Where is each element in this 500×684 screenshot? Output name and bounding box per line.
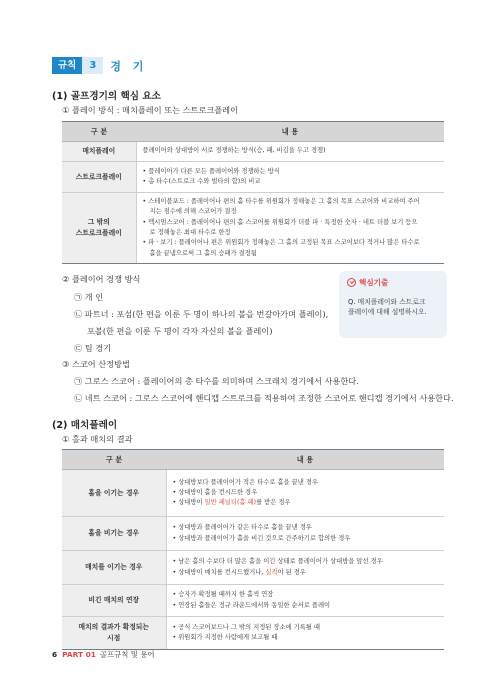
section-badge [52, 57, 147, 74]
highlight-text: 실격 [265, 568, 278, 576]
note-title: 핵심기출 [359, 278, 389, 287]
note-line: Q. 매치플레이와 스트로크 [348, 298, 426, 306]
content-line: • 남은 홀의 수보다 더 많은 홀을 이긴 상태로 플레이어가 상대방을 앞선 경우 [172, 558, 383, 566]
row-label [62, 142, 136, 162]
check-circle-icon [347, 278, 356, 287]
gross-score-item: ㉠ 그로스 스코어 : 플레이어의 총 타수를 의미하며 스크래치 경기에서 사용한다. [74, 376, 359, 386]
content-line: • 맥시멈스코어 : 플레이어나 편의 홀 스코어를 위원회가 더블 파 · 특정한 숫자 · 네트 더블 보기 등으 [142, 218, 418, 226]
table-row [62, 585, 444, 617]
row-label-line: 매치플레이 [82, 147, 116, 155]
section-title: 경 기 [110, 59, 148, 73]
row-content [166, 517, 444, 551]
section-number: 3 [82, 57, 103, 74]
content-line: • 승자가 확정될 때까지 한 홀씩 연장 [172, 591, 274, 599]
content-line: • 상대방과 플레이어가 같은 타수로 홀을 끝낸 경우 [172, 524, 312, 532]
table-row [62, 617, 444, 650]
content-line: 홀을 끝냄으로써 그 홀의 승패가 결정됨 [149, 249, 257, 257]
part-label: PART 01 [62, 650, 96, 659]
table-row [62, 551, 444, 585]
content-line: • 파 · 보기 : 플레이어나 편은 위원회가 정해놓은 그 홀의 고정된 목표 스코어보다 적거나 많은 타수로 [142, 239, 420, 247]
content-line: 지는 점수에 의해 스코어가 결정 [149, 208, 237, 216]
content-line: • 스테이블포드 : 플레이어나 편의 홀 타수를 위원회가 정해놓은 그 홀의 목표 스코어와 비교하여 주어 [142, 198, 420, 206]
row-content [136, 162, 444, 193]
heading-match-play: (2) 매치플레이 [52, 420, 118, 431]
part-title: 골프규칙 및 용어 [99, 650, 155, 659]
content-line [173, 568, 439, 578]
row-label [62, 162, 136, 193]
row-label-line: 매치의 결과가 확정되는 [78, 623, 149, 631]
table-row [62, 517, 444, 551]
score-method-item: ③ 스코어 산정방법 [62, 359, 130, 369]
row-label-line: 홀을 이기는 경우 [88, 488, 140, 497]
content-line: • 공식 스코어보드나 그 밖의 지정된 장소에 기록될 때 [172, 623, 320, 631]
row-label [62, 585, 166, 617]
row-label-line: 그 밖의 [87, 218, 110, 226]
section-label: 규칙 [52, 57, 82, 74]
row-content [166, 470, 444, 517]
note-line: 플레이에 대해 설명하시오. [348, 308, 427, 316]
play-method-item: ① 플레이 방식 : 매치플레이 또는 스트로크플레이 [62, 105, 238, 115]
row-label-line: 시점 [107, 634, 121, 642]
content-text: 이 된 경우 [277, 568, 306, 576]
header-content: 내 용 [136, 122, 444, 142]
content-line: • 총 타수(스트로크 수와 벌타의 합)의 비교 [142, 178, 261, 185]
row-content [136, 142, 444, 162]
table-header-row [62, 122, 444, 142]
partner-item: ㉡ 파트너 : 포섬(한 편을 이룬 두 명이 하나의 볼을 번갈아가며 플레이), [74, 309, 329, 319]
content-line: • 플레이어가 다른 모든 플레이어와 경쟁하는 방식 [142, 167, 280, 175]
highlight-text: 일반 페널티(홀 패) [204, 499, 257, 507]
content-text: • 상대방이 매치를 컨시드했거나, [172, 568, 266, 576]
partner-item-cont: 포볼(한 편을 이룬 두 명이 각자 자신의 볼을 플레이) [87, 326, 273, 336]
table-row [62, 193, 444, 264]
row-label [62, 193, 136, 264]
table-header-row [62, 450, 444, 470]
content-line: • 연장된 홀들은 정규 라운드에서와 동일한 순서로 플레이 [172, 601, 331, 609]
match-result-table [62, 449, 444, 650]
note-header [347, 277, 388, 288]
header-category: 구 분 [62, 450, 166, 470]
row-label-line: 매치를 이기는 경우 [85, 563, 143, 571]
content-line: • 위원회가 지정한 사람에게 보고될 때 [172, 634, 278, 641]
row-content [166, 617, 444, 650]
row-label-line: 스트로크플레이 [75, 172, 122, 181]
row-label-line: 스트로크플레이 [75, 229, 122, 237]
content-line: 로 정해놓은 최대 타수로 한정 [149, 229, 231, 236]
play-method-table [62, 121, 444, 264]
page-footer [52, 649, 155, 660]
table-row [62, 162, 444, 193]
row-label [62, 551, 166, 585]
header-content: 내 용 [166, 450, 444, 470]
team-item: ㉢ 팀 경기 [74, 343, 112, 353]
individual-item: ㉠ 개 인 [74, 292, 104, 302]
row-label-line: 비긴 매치의 연장 [88, 596, 140, 604]
row-content [166, 585, 444, 617]
content-line [173, 498, 439, 508]
content-text: • 상대방이 [172, 499, 205, 507]
content-line: • 상대방보다 플레이어가 적은 타수로 홀을 끝낸 경우 [172, 478, 318, 486]
competition-method-item: ② 플레이어 경쟁 방식 [62, 274, 141, 284]
header-category: 구 분 [62, 122, 136, 142]
table-row [62, 142, 444, 162]
row-content [166, 551, 444, 585]
heading-core-elements: (1) 골프경기의 핵심 요소 [52, 91, 161, 102]
row-content [136, 193, 444, 264]
row-label [62, 617, 166, 650]
row-label-line: 홀을 비기는 경우 [88, 529, 140, 537]
page-number: 6 [52, 650, 58, 659]
net-score-item: ㉡ 네트 스코어 : 그로스 스코어에 핸디캡 스트로크를 적용하여 조정한 스코어로 핸디캡 경기에서 사용한다. [74, 393, 454, 403]
table-row [62, 470, 444, 517]
exam-note-box [339, 271, 447, 338]
note-question [348, 297, 427, 317]
row-label [62, 470, 166, 517]
content-text: 를 받은 경우 [256, 499, 291, 507]
content-line: • 상대방이 홀을 컨시드한 경우 [172, 488, 258, 496]
content-line: • 상대방과 플레이어가 홀을 비긴 것으로 간주하기로 합의한 경우 [172, 534, 351, 542]
content-line: 플레이어와 상대방이 서로 경쟁하는 방식(승, 패, 비김을 두고 경쟁) [142, 147, 326, 155]
hole-match-result-item: ① 홀과 매치의 결과 [62, 434, 133, 444]
row-label [62, 517, 166, 551]
